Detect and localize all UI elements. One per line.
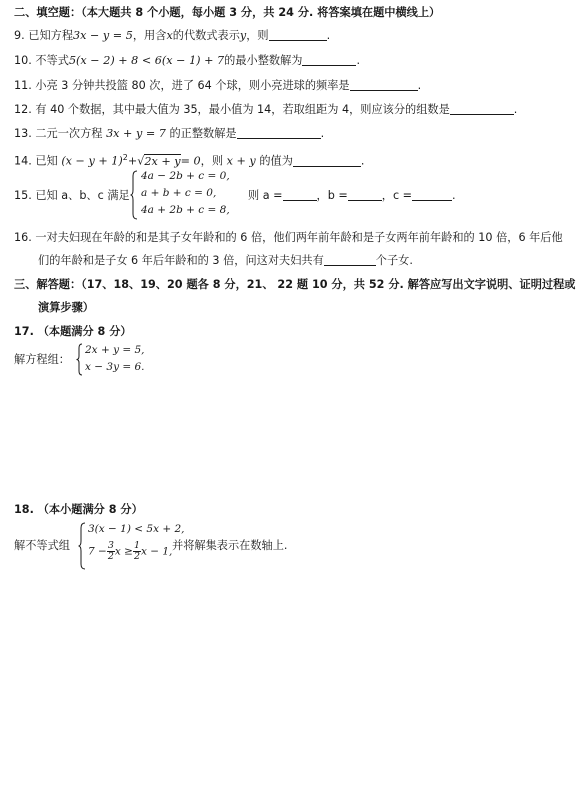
q9-var-y: y (239, 29, 247, 42)
question-16-line-1 (14, 231, 563, 245)
q14-exponent: 2 (122, 153, 128, 162)
q15-c-blank[interactable] (412, 189, 452, 201)
q18-row2-b: x ≥ (114, 545, 133, 558)
question-17-title: 17. （本题满分 8 分） (14, 325, 132, 338)
q14-plus: + (127, 154, 138, 168)
q15-end: . (452, 189, 456, 202)
q17-eq-row-1: 2x + y = 5, (85, 344, 145, 356)
left-brace-icon (78, 522, 86, 570)
q9-mid: ，用含 (132, 29, 167, 42)
question-12 (14, 103, 517, 117)
question-11 (14, 79, 421, 93)
question-17-prompt: 解方程组： (14, 353, 70, 366)
question-9 (14, 29, 330, 43)
q12-end: . (513, 103, 518, 116)
q18-frac2-denominator: 2 (133, 551, 140, 562)
q15-c-label: ，c = (381, 189, 413, 202)
q9-answer-blank[interactable] (269, 29, 327, 41)
q14-mid: ，则 (200, 154, 224, 168)
q18-ineq-row-1: 3(x − 1) < 5x + 2, (88, 523, 185, 535)
q13-post: 的正整数解是 (169, 127, 237, 140)
question-18-prompt: 解不等式组 (14, 539, 70, 552)
q18-row2-c: x − 1, (140, 545, 173, 558)
q15-b-label: ，b = (316, 189, 348, 202)
q9-pre: 已知方程 (28, 29, 74, 42)
q15-pre: 已知 a、b、c 满足 (35, 189, 130, 202)
q14-sum: x + y (226, 154, 256, 168)
sqrt-icon: √ (137, 154, 145, 168)
q12-number: 12. (14, 103, 32, 116)
q9-equation: 3x − y = 5 (73, 29, 133, 42)
q16-text-1: 一对夫妇现在年龄的和是其子女年龄和的 6 倍，他们两年前年龄和是子女两年前年龄和的 10 倍，6 年后他 (35, 231, 563, 244)
q14-equals: = 0 (180, 154, 201, 168)
q14-number: 14. (14, 154, 32, 168)
q13-answer-blank[interactable] (237, 127, 321, 139)
question-13 (14, 127, 324, 141)
section-3-heading-line-1: 三、解答题：（17、18、19、20 题各 8 分，21、 22 题 10 分，共 52 分. 解答应写出文字说明、证明过程或 (14, 278, 576, 291)
q16-number: 16. (14, 231, 32, 244)
q15-eq-row-1: 4a − 2b + c = 0, (141, 170, 230, 182)
left-brace-icon (130, 170, 138, 220)
q9-mid2: 的代数式表示 (172, 29, 240, 42)
question-10 (14, 54, 360, 68)
q11-answer-blank[interactable] (350, 79, 418, 91)
q18-fraction-1 (107, 541, 115, 562)
q13-equation: 3x + y = 7 (106, 127, 166, 140)
q18-inequality-system (78, 522, 185, 572)
q18-frac1-denominator: 2 (107, 551, 114, 562)
question-16-line-2 (38, 254, 413, 268)
q13-pre: 二元一次方程 (35, 127, 103, 140)
question-18-post: 并将解集表示在数轴上. (172, 539, 288, 552)
q14-post: 的值为 (259, 154, 293, 168)
q10-inequality: 5(x − 2) + 8 < 6(x − 1) + 7 (68, 54, 225, 67)
q15-b-blank[interactable] (348, 189, 382, 201)
question-18-title: 18. （本小题满分 8 分） (14, 503, 143, 516)
q9-post: ，则 (246, 29, 269, 42)
q14-pre: 已知 (35, 154, 58, 168)
q10-pre: 不等式 (35, 54, 69, 67)
left-brace-icon (76, 343, 83, 376)
q18-row2-a: 7 − (88, 545, 107, 558)
q10-number: 10. (14, 54, 32, 67)
q12-text: 有 40 个数据，其中最大值为 35，最小值为 14，若取组距为 4，则应该分的组数是 (35, 103, 450, 116)
q10-end: . (356, 54, 361, 67)
q18-fraction-2 (133, 541, 141, 562)
q10-answer-blank[interactable] (302, 54, 356, 66)
section-3-heading-line-2: 演算步骤） (38, 301, 94, 314)
q14-end: . (360, 154, 365, 168)
q15-a-blank[interactable] (283, 189, 317, 201)
q12-answer-blank[interactable] (450, 103, 514, 115)
q17-equation-system (76, 343, 156, 377)
q15-a-label: 则 a = (248, 189, 283, 202)
q14-answer-blank[interactable] (293, 155, 361, 167)
q14-sqrt-term: 2x + y (144, 154, 181, 168)
q18-ineq-row-2 (88, 541, 172, 562)
q13-end: . (320, 127, 325, 140)
q17-eq-row-2: x − 3y = 6. (85, 361, 145, 373)
q18-frac1-numerator: 3 (107, 540, 114, 551)
section-2-heading: 二、填空题：（本大题共 8 个小题，每小题 3 分，共 24 分. 将答案填在题中横线上） (14, 6, 441, 19)
q9-number: 9. (14, 29, 25, 42)
q15-eq-row-2: a + b + c = 0, (141, 187, 217, 199)
q11-number: 11. (14, 79, 32, 92)
q10-post: 的最小整数解为 (224, 54, 303, 67)
q16-text-2: 们的年龄和是子女 6 年后年龄和的 3 倍，问这对夫妇共有 (38, 254, 324, 267)
q9-end: . (326, 29, 331, 42)
q9-var-x: x (166, 29, 173, 42)
q15-answers (248, 189, 456, 203)
q16-answer-blank[interactable] (324, 254, 376, 266)
q18-frac2-numerator: 1 (133, 540, 140, 551)
q11-end: . (417, 79, 422, 92)
q15-number: 15. (14, 189, 32, 202)
q16-text-3: 个子女. (375, 254, 413, 267)
q15-eq-row-3: 4a + 2b + c = 8, (141, 204, 230, 216)
q15-equation-system (130, 170, 240, 220)
q13-number: 13. (14, 127, 32, 140)
q14-square-term: (x − y + 1) (61, 154, 123, 168)
question-14 (14, 151, 364, 169)
question-15 (14, 189, 130, 203)
q11-text: 小亮 3 分钟共投篮 80 次，进了 64 个球，则小亮进球的频率是 (35, 79, 350, 92)
